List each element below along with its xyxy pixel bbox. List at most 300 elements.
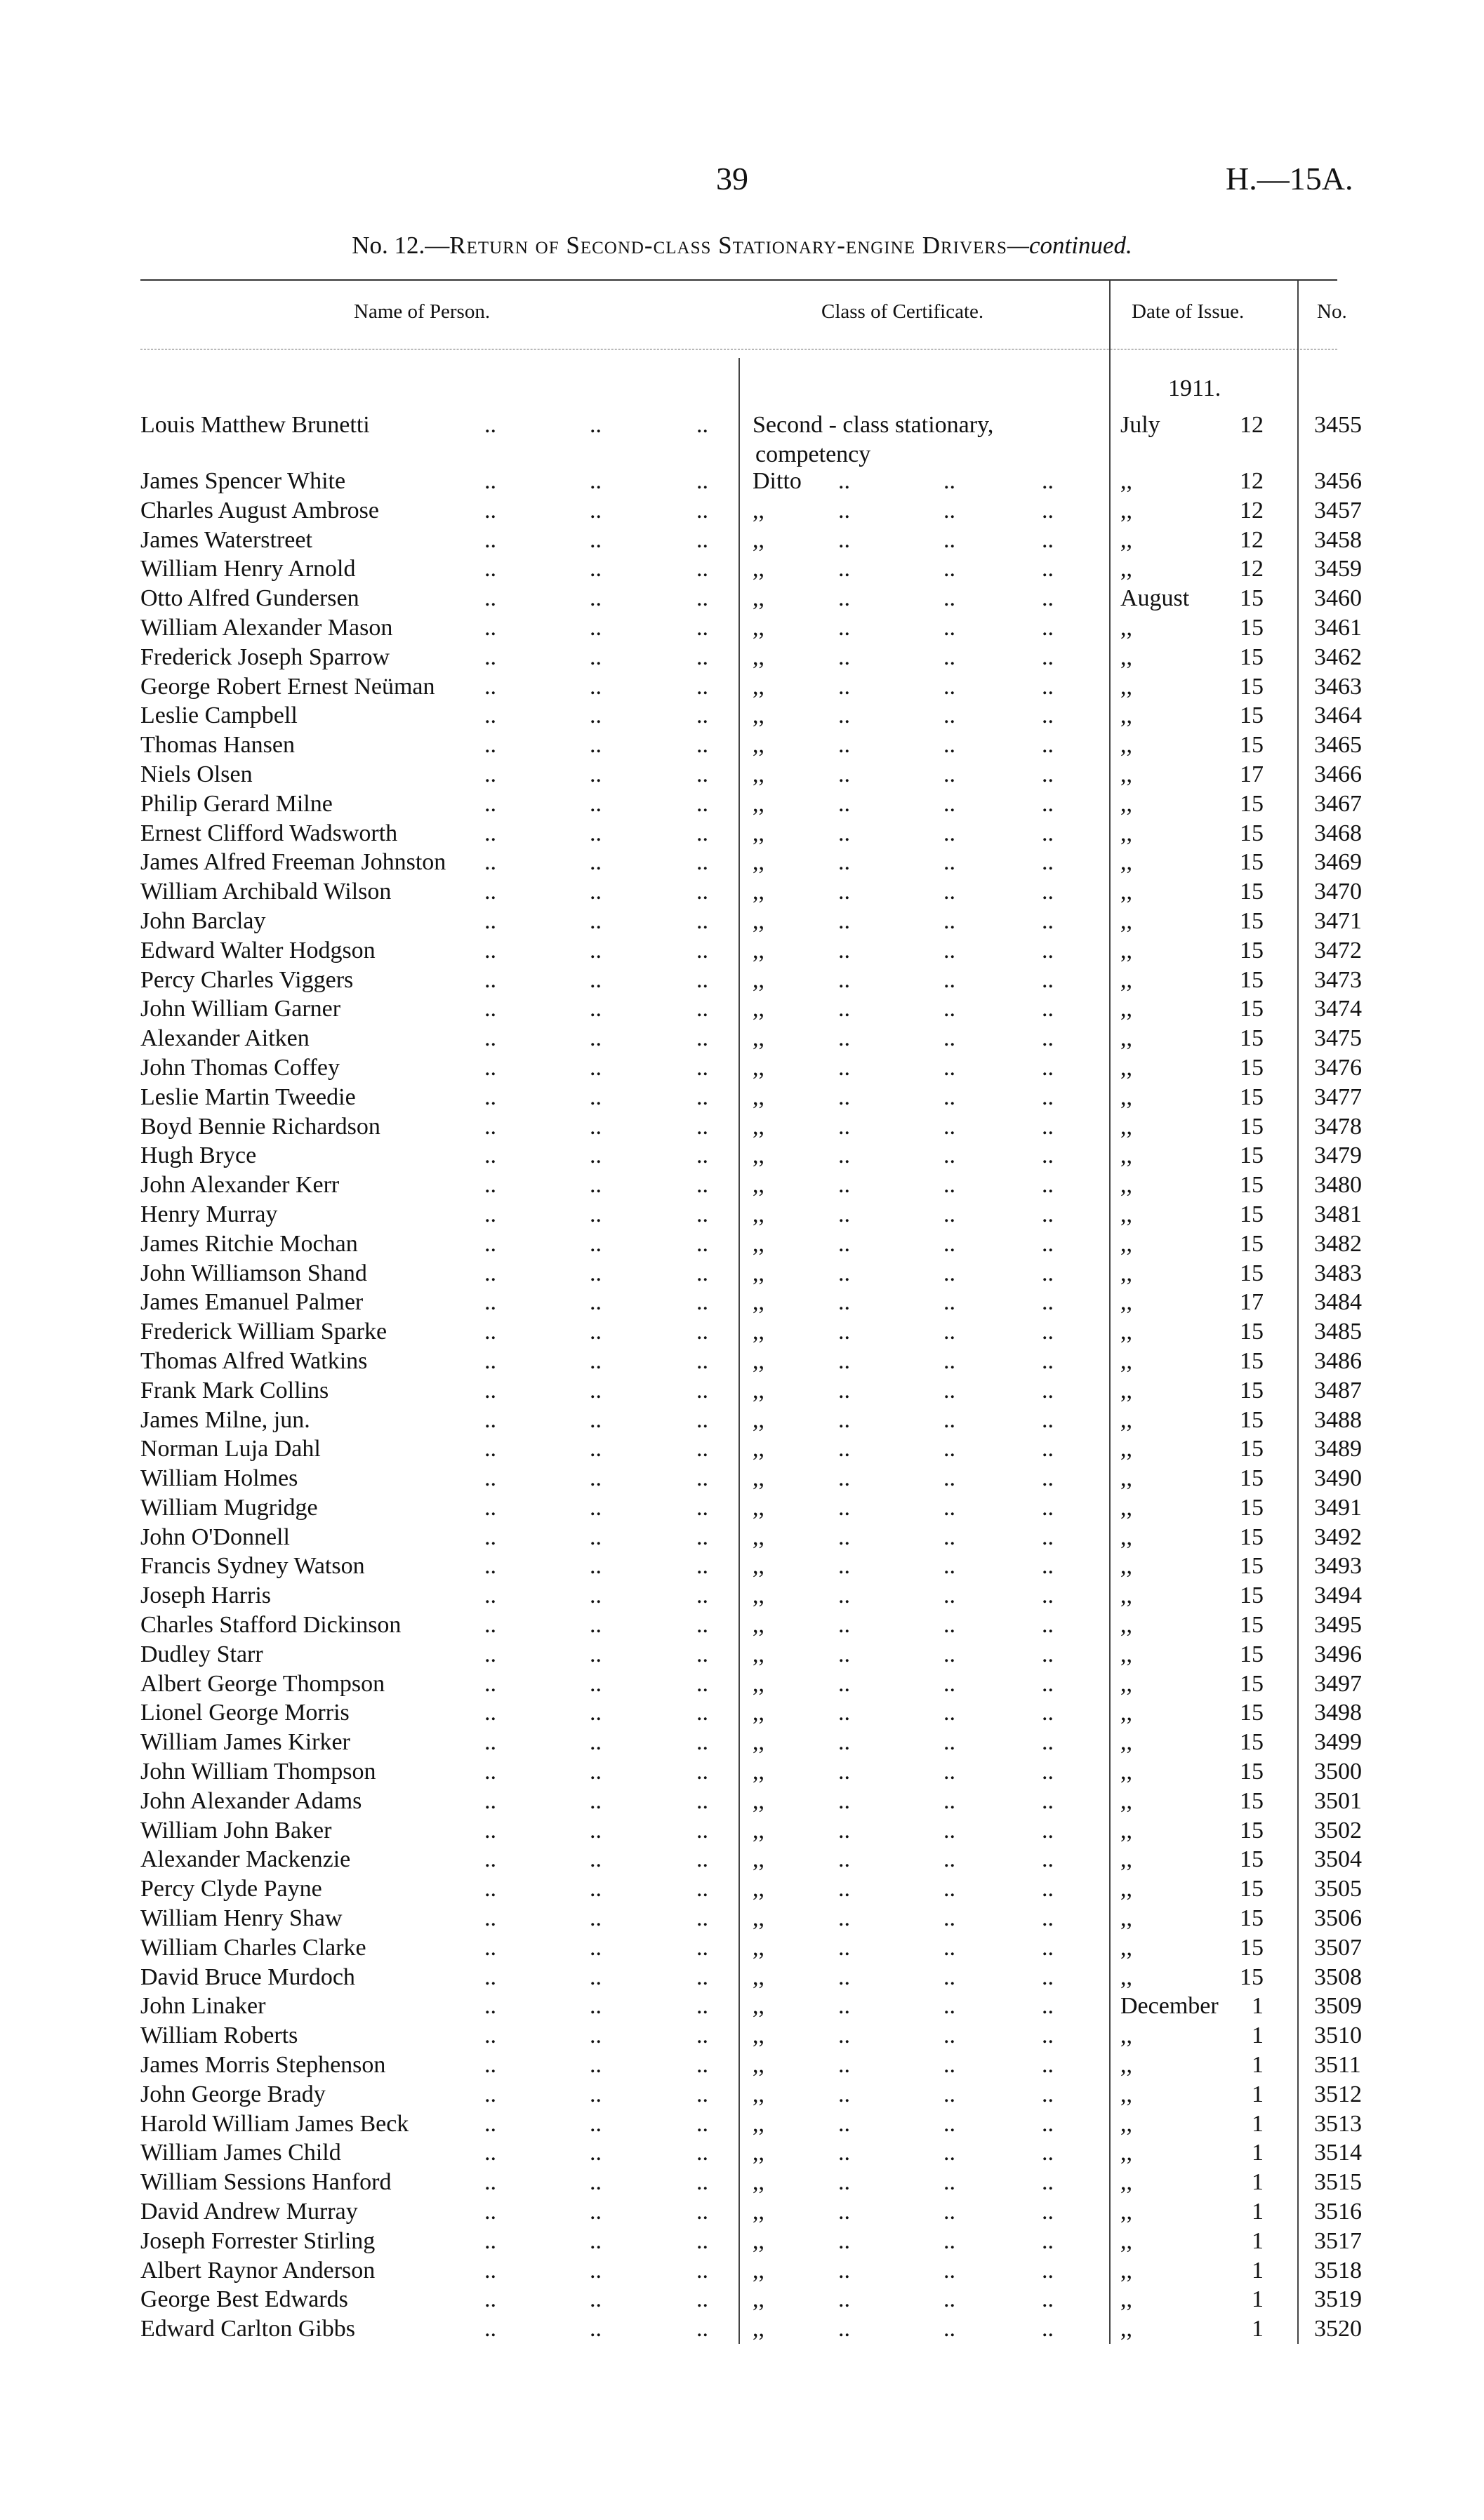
leader-dots: .. (696, 702, 708, 729)
person-name: Charles August Ambrose (140, 497, 379, 524)
leader-dots: .. (590, 585, 602, 612)
person-name: Norman Luja Dahl (140, 1436, 321, 1462)
certificate-number: 3490 (1314, 1465, 1362, 1492)
leader-dots: .. (1042, 2257, 1054, 2284)
leader-dots: .. (696, 1612, 708, 1639)
leader-dots: .. (590, 1377, 602, 1404)
leader-dots: .. (838, 732, 850, 759)
leader-dots: .. (838, 2052, 850, 2079)
leader-dots: .. (696, 468, 708, 494)
leader-dots: .. (590, 879, 602, 905)
issue-day: 15 (1240, 937, 1264, 964)
leader-dots: .. (1042, 1876, 1054, 1902)
table-row (140, 496, 1376, 526)
certificate-class-text: ,, (753, 1113, 764, 1140)
certificate-class-text: ,, (753, 1465, 764, 1492)
leader-dots: .. (943, 1934, 955, 1961)
table-row (140, 2256, 1376, 2286)
leader-dots: .. (590, 1436, 602, 1462)
leader-dots: .. (838, 556, 850, 582)
leader-dots: .. (1042, 644, 1054, 670)
person-name: Ernest Clifford Wadsworth (140, 820, 398, 846)
issue-month: December (1120, 1993, 1219, 2020)
certificate-class (753, 1963, 1237, 1992)
issue-month: ,, (1120, 1905, 1132, 1932)
certificate-class-text: ,, (753, 1319, 764, 1345)
leader-dots: .. (484, 2081, 496, 2107)
leader-dots: .. (484, 1084, 496, 1110)
certificate-class-text: ,, (753, 1142, 764, 1169)
leader-dots: .. (1042, 1993, 1054, 2020)
issue-month: ,, (1120, 614, 1132, 641)
certificate-class (753, 526, 1237, 555)
table-row (140, 1317, 1376, 1347)
certificate-class-text: ,, (753, 1289, 764, 1316)
leader-dots: .. (590, 2052, 602, 2079)
person-name: James Waterstreet (140, 526, 312, 553)
leader-dots: .. (696, 1319, 708, 1345)
leader-dots: .. (696, 2052, 708, 2079)
certificate-class-text: ,, (753, 2140, 764, 2166)
person-name: Hugh Bryce (140, 1142, 257, 1169)
page-number: 39 (716, 161, 748, 196)
certificate-class-text: ,, (753, 2081, 764, 2107)
leader-dots: .. (696, 1759, 708, 1785)
certificate-number: 3467 (1314, 790, 1362, 817)
leader-dots: .. (838, 1787, 850, 1814)
certificate-number: 3498 (1314, 1700, 1362, 1726)
issue-month: ,, (1120, 1846, 1132, 1873)
certificate-class (753, 1552, 1237, 1581)
leader-dots: .. (1042, 1700, 1054, 1726)
leader-dots: .. (696, 1260, 708, 1286)
leader-dots: .. (590, 1319, 602, 1345)
leader-dots: .. (484, 1670, 496, 1697)
certificate-number: 3514 (1314, 2140, 1362, 2166)
certificate-class-text: ,, (753, 1494, 764, 1521)
leader-dots: .. (484, 1172, 496, 1199)
issue-day: 12 (1240, 412, 1264, 438)
table-row (140, 526, 1376, 555)
certificate-number: 3515 (1314, 2169, 1362, 2196)
table-row (140, 1816, 1376, 1846)
leader-dots: .. (838, 1347, 850, 1374)
leader-dots: .. (696, 1524, 708, 1550)
person-name: Leslie Campbell (140, 702, 298, 729)
leader-dots: .. (1042, 879, 1054, 905)
leader-dots: .. (943, 907, 955, 934)
return-table (140, 411, 1376, 2344)
leader-dots: .. (838, 1172, 850, 1199)
certificate-class (753, 1288, 1237, 1317)
person-name: Dudley Starr (140, 1641, 263, 1667)
leader-dots: .. (484, 412, 496, 438)
issue-month: ,, (1120, 2052, 1132, 2079)
certificate-class-text: ,, (753, 937, 764, 964)
leader-dots: .. (1042, 1612, 1054, 1639)
issue-month: ,, (1120, 1700, 1132, 1726)
table-row (140, 1845, 1376, 1874)
person-name: John Alexander Adams (140, 1787, 362, 1814)
certificate-class-text: ,, (753, 1846, 764, 1873)
issue-month: ,, (1120, 1964, 1132, 1990)
table-row (140, 760, 1376, 789)
leader-dots: .. (590, 761, 602, 787)
certificate-class (753, 1171, 1237, 1200)
certificate-class (753, 613, 1237, 643)
issue-day: 15 (1240, 1230, 1264, 1257)
certificate-class-text: ,, (753, 1524, 764, 1550)
leader-dots: .. (1042, 468, 1054, 494)
leader-dots: .. (1042, 1260, 1054, 1286)
leader-dots: .. (1042, 1084, 1054, 1110)
leader-dots: .. (484, 1347, 496, 1374)
issue-month: ,, (1120, 879, 1132, 905)
issue-month: ,, (1120, 1084, 1132, 1110)
leader-dots: .. (484, 1113, 496, 1140)
table-row (140, 1698, 1376, 1728)
table-row (140, 2227, 1376, 2256)
leader-dots: .. (696, 1670, 708, 1697)
table-row (140, 966, 1376, 995)
issue-month: ,, (1120, 2257, 1132, 2284)
table-row (140, 1493, 1376, 1523)
table-row (140, 1112, 1376, 1142)
person-name: John Linaker (140, 1993, 266, 2020)
person-name: John William Thompson (140, 1759, 376, 1785)
certificate-class-text: ,, (753, 790, 764, 817)
table-row (140, 1376, 1376, 1406)
person-name: John George Brady (140, 2081, 326, 2107)
leader-dots: .. (484, 849, 496, 876)
leader-dots: .. (590, 1993, 602, 2020)
leader-dots: .. (484, 1817, 496, 1844)
leader-dots: .. (943, 1876, 955, 1902)
leader-dots: .. (838, 1670, 850, 1697)
certificate-class (753, 411, 1237, 469)
leader-dots: .. (484, 2227, 496, 2254)
table-row (140, 1581, 1376, 1611)
leader-dots: .. (696, 412, 708, 438)
table-row (140, 1141, 1376, 1171)
leader-dots: .. (484, 2169, 496, 2196)
leader-dots: .. (1042, 497, 1054, 524)
issue-day: 15 (1240, 1260, 1264, 1286)
leader-dots: .. (838, 879, 850, 905)
leader-dots: .. (943, 1172, 955, 1199)
issue-month: ,, (1120, 1406, 1132, 1433)
certificate-class-text: ,, (753, 2286, 764, 2313)
certificate-number: 3457 (1314, 497, 1362, 524)
leader-dots: .. (590, 1406, 602, 1433)
certificate-class (753, 496, 1237, 526)
certificate-class-text: ,, (753, 702, 764, 729)
leader-dots: .. (590, 966, 602, 993)
issue-month: ,, (1120, 702, 1132, 729)
leader-dots: .. (590, 1172, 602, 1199)
leader-dots: .. (1042, 1377, 1054, 1404)
leader-dots: .. (838, 907, 850, 934)
certificate-number: 3470 (1314, 879, 1362, 905)
issue-day: 12 (1240, 497, 1264, 524)
leader-dots: .. (696, 1729, 708, 1756)
certificate-number: 3518 (1314, 2257, 1362, 2284)
leader-dots: .. (590, 849, 602, 876)
table-row (140, 1288, 1376, 1317)
issue-day: 15 (1240, 1025, 1264, 1052)
leader-dots: .. (590, 790, 602, 817)
issue-day: 15 (1240, 644, 1264, 670)
leader-dots: .. (696, 937, 708, 964)
issue-month: ,, (1120, 2199, 1132, 2225)
person-name: Frederick William Sparke (140, 1319, 387, 1345)
leader-dots: .. (1042, 790, 1054, 817)
certificate-class-text: ,, (753, 614, 764, 641)
issue-month: August (1120, 585, 1190, 612)
leader-dots: .. (590, 644, 602, 670)
leader-dots: .. (1042, 556, 1054, 582)
leader-dots: .. (484, 1964, 496, 1990)
issue-month: ,, (1120, 1436, 1132, 1462)
person-name: James Morris Stephenson (140, 2052, 386, 2079)
table-row (140, 1464, 1376, 1493)
leader-dots: .. (696, 644, 708, 670)
person-name: Philip Gerard Milne (140, 790, 333, 817)
leader-dots: .. (838, 1612, 850, 1639)
person-name: William Holmes (140, 1465, 298, 1492)
certificate-class (753, 1259, 1237, 1288)
issue-day: 15 (1240, 879, 1264, 905)
issue-day: 15 (1240, 966, 1264, 993)
person-name: William Sessions Hanford (140, 2169, 392, 2196)
table-row (140, 1024, 1376, 1053)
certificate-class (753, 554, 1237, 584)
certificate-class-text: ,, (753, 497, 764, 524)
certificate-class (753, 1874, 1237, 1904)
certificate-class-text: ,, (753, 556, 764, 582)
leader-dots: .. (696, 1054, 708, 1081)
table-row (140, 1259, 1376, 1288)
issue-month: ,, (1120, 1319, 1132, 1345)
leader-dots: .. (696, 2081, 708, 2107)
certificate-class (753, 2285, 1237, 2314)
person-name: Thomas Alfred Watkins (140, 1347, 368, 1374)
certificate-number: 3483 (1314, 1260, 1362, 1286)
leader-dots: .. (1042, 614, 1054, 641)
person-name: Louis Matthew Brunetti (140, 412, 370, 438)
certificate-class (753, 1845, 1237, 1874)
issue-month: ,, (1120, 1494, 1132, 1521)
table-row (140, 467, 1376, 496)
issue-month: ,, (1120, 820, 1132, 846)
leader-dots: .. (590, 1846, 602, 1873)
leader-dots: .. (943, 1670, 955, 1697)
certificate-class-text: ,, (753, 2169, 764, 2196)
leader-dots: .. (943, 1553, 955, 1580)
leader-dots: .. (1042, 966, 1054, 993)
leader-dots: .. (1042, 1113, 1054, 1140)
leader-dots: .. (838, 2110, 850, 2137)
table-row (140, 1347, 1376, 1376)
leader-dots: .. (484, 526, 496, 553)
certificate-class-text: ,, (753, 1377, 764, 1404)
leader-dots: .. (943, 1905, 955, 1932)
issue-day: 15 (1240, 1406, 1264, 1433)
leader-dots: .. (1042, 1201, 1054, 1227)
leader-dots: .. (590, 2316, 602, 2342)
column-header-class: Class of Certificate. (821, 300, 984, 323)
table-row (140, 2168, 1376, 2197)
leader-dots: .. (1042, 2052, 1054, 2079)
leader-dots: .. (943, 468, 955, 494)
leader-dots: .. (590, 702, 602, 729)
leader-dots: .. (1042, 1905, 1054, 1932)
table-row (140, 1874, 1376, 1904)
person-name: Albert Raynor Anderson (140, 2257, 376, 2284)
certificate-class-text: ,, (753, 1759, 764, 1785)
issue-month: ,, (1120, 1289, 1132, 1316)
leader-dots: .. (1042, 761, 1054, 787)
table-row (140, 1523, 1376, 1552)
leader-dots: .. (838, 1934, 850, 1961)
leader-dots: .. (838, 761, 850, 787)
leader-dots: .. (484, 2257, 496, 2284)
leader-dots: .. (590, 1201, 602, 1227)
leader-dots: .. (1042, 585, 1054, 612)
leader-dots: .. (484, 1612, 496, 1639)
leader-dots: .. (590, 1934, 602, 1961)
leader-dots: .. (838, 1113, 850, 1140)
certificate-class-text: ,, (753, 1934, 764, 1961)
leader-dots: .. (1042, 2081, 1054, 2107)
leader-dots: .. (943, 1436, 955, 1462)
leader-dots: .. (1042, 907, 1054, 934)
issue-day: 15 (1240, 1876, 1264, 1902)
certificate-number: 3473 (1314, 966, 1362, 993)
leader-dots: .. (943, 2140, 955, 2166)
certificate-class (753, 1669, 1237, 1699)
certificate-class (753, 2168, 1237, 2197)
leader-dots: .. (484, 1729, 496, 1756)
leader-dots: .. (696, 2140, 708, 2166)
certificate-class-text: ,, (753, 1406, 764, 1433)
leader-dots: .. (696, 2227, 708, 2254)
table-row (140, 643, 1376, 672)
certificate-class (753, 1816, 1237, 1846)
leader-dots: .. (838, 1201, 850, 1227)
person-name: John Thomas Coffey (140, 1054, 340, 1081)
issue-day: 15 (1240, 702, 1264, 729)
leader-dots: .. (484, 1142, 496, 1169)
person-name: William Archibald Wilson (140, 879, 392, 905)
year-label: 1911. (1168, 375, 1221, 401)
table-row (140, 1787, 1376, 1816)
table-row (140, 1200, 1376, 1229)
issue-month: ,, (1120, 790, 1132, 817)
leader-dots: .. (484, 1846, 496, 1873)
person-name: Otto Alfred Gundersen (140, 585, 359, 612)
certificate-class-text: Second - class stationary, (753, 412, 994, 438)
certificate-class-text-continued: competency (755, 441, 871, 467)
certificate-class (753, 643, 1237, 672)
leader-dots: .. (1042, 1172, 1054, 1199)
leader-dots: .. (696, 1084, 708, 1110)
title-prefix: No. 12.— (352, 232, 450, 259)
issue-day: 15 (1240, 1377, 1264, 1404)
issue-month: ,, (1120, 1876, 1132, 1902)
leader-dots: .. (838, 1230, 850, 1257)
certificate-class-text: ,, (753, 1436, 764, 1462)
leader-dots: .. (696, 1641, 708, 1667)
leader-dots: .. (943, 1054, 955, 1081)
leader-dots: .. (590, 1700, 602, 1726)
title-main: Return of Second-class Stationary-engine Drivers (449, 232, 1007, 259)
leader-dots: .. (838, 1993, 850, 2020)
leader-dots: .. (943, 1817, 955, 1844)
certificate-number: 3480 (1314, 1172, 1362, 1199)
leader-dots: .. (590, 996, 602, 1022)
leader-dots: .. (696, 1377, 708, 1404)
certificate-number: 3475 (1314, 1025, 1362, 1052)
certificate-number: 3458 (1314, 526, 1362, 553)
leader-dots: .. (1042, 1319, 1054, 1345)
issue-day: 15 (1240, 1524, 1264, 1550)
issue-day: 15 (1240, 1113, 1264, 1140)
person-name: James Emanuel Palmer (140, 1289, 364, 1316)
certificate-class-text: ,, (753, 1993, 764, 2020)
leader-dots: .. (943, 1201, 955, 1227)
certificate-class (753, 994, 1237, 1024)
leader-dots: .. (943, 1759, 955, 1785)
certificate-number: 3512 (1314, 2081, 1362, 2107)
issue-day: 1 (1252, 2257, 1264, 2284)
leader-dots: .. (943, 1993, 955, 2020)
issue-month: ,, (1120, 1582, 1132, 1609)
table-row (140, 1728, 1376, 1757)
leader-dots: .. (484, 761, 496, 787)
leader-dots: .. (1042, 996, 1054, 1022)
certificate-class (753, 936, 1237, 966)
leader-dots: .. (590, 673, 602, 700)
certificate-class (753, 789, 1237, 819)
leader-dots: .. (696, 1142, 708, 1169)
leader-dots: .. (1042, 2227, 1054, 2254)
certificate-class (753, 1434, 1237, 1464)
table-row (140, 819, 1376, 848)
certificate-number: 3511 (1314, 2052, 1361, 2079)
issue-month: July (1120, 412, 1160, 438)
certificate-class (753, 1406, 1237, 1435)
leader-dots: .. (943, 1729, 955, 1756)
certificate-class-text: ,, (753, 761, 764, 787)
issue-day: 15 (1240, 1729, 1264, 1756)
table-row (140, 1992, 1376, 2021)
certificate-class (753, 1904, 1237, 1933)
leader-dots: .. (838, 1260, 850, 1286)
issue-day: 15 (1240, 1934, 1264, 1961)
issue-month: ,, (1120, 468, 1132, 494)
leader-dots: .. (484, 1934, 496, 1961)
leader-dots: .. (943, 1612, 955, 1639)
certificate-number: 3501 (1314, 1787, 1362, 1814)
leader-dots: .. (1042, 1230, 1054, 1257)
certificate-class (753, 1317, 1237, 1347)
issue-month: ,, (1120, 2081, 1132, 2107)
leader-dots: .. (590, 1524, 602, 1550)
person-name: William Alexander Mason (140, 614, 393, 641)
certificate-class-text: ,, (753, 2110, 764, 2137)
table-row (140, 877, 1376, 907)
